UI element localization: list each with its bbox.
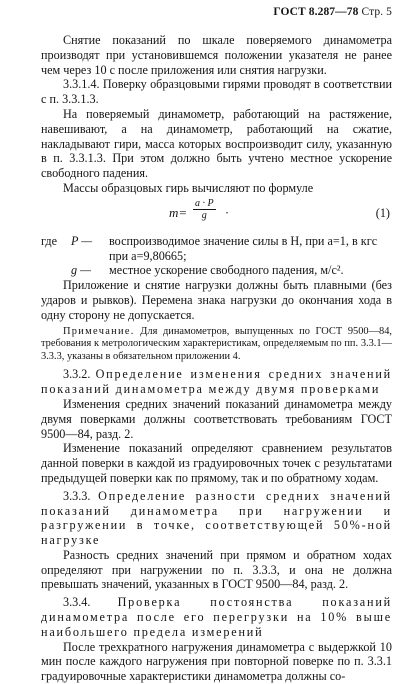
paragraph-loading: Приложение и снятие нагрузки должны быть плавными (без ударов и рывков). Перемена знака нагрузки до окончания хода в одну сторону не допускается. [41,278,392,322]
section-3-3-4-heading [41,595,392,639]
paragraph-comparison: Изменение показаний определяют сравнением результатов данной поверки в каждой из градуировочных точек с результатами предыдущей поверки как по прямому, так и по обратному ходам. [41,441,392,485]
where-g-description: местное ускорение свободного падения, м/с². [109,263,344,278]
page-header [273,5,392,20]
section-3-3-2-heading [41,367,392,397]
section-3-3-4-title: Проверка постоянства показаний динамометра после его перегрузки на 10% выше наибольшего предела измерений [41,595,392,639]
note-label: Примечание. [63,325,135,337]
where-lead: где [41,233,58,248]
where-p [41,234,392,249]
paragraph-changes: Изменения средних значений показаний динамометра между двумя поверками должны соответствовать требованиям ГОСТ 9500—84, разд. 2. [41,396,392,441]
paragraph-weights: На поверяемый динамометр, работающий на растяжение, навешивают, а на динамометр, работающий на сжатие, накладывают гири, масса которых воспроизводит силу, указанную в п. 3.3.1.3. При этом должно быть учтено местное ускорение свободного падения. [41,106,392,181]
section-3-3-2-title: Определение изменения средних значений показаний динамометра между двумя проверками [41,367,392,397]
section-3-3-3-title: Определение разности средних значений показаний динамометра при нагружении и разгружении в точке, соответствующей 50%-ной нагрузке [41,488,392,548]
formula-number: (1) [375,205,390,220]
formula-denominator: g [201,209,207,221]
section-3-3-2-number: 3.3.2. [63,367,91,382]
formula-numerator: a · P [195,197,214,209]
paragraph-reading: Снятие показаний по шкале поверяемого динамометра производят при установившемся положении указателя не ранее чем через 10 с после приложения или снятия нагрузки. [41,33,392,77]
formula-tail: · [225,205,230,220]
where-g-symbol: g — [71,263,91,278]
note [41,326,392,364]
section-3-3-3-heading [41,489,392,548]
formula-fraction [193,198,216,221]
where-p-description: воспроизводимое значение силы в Н, при a=1, в кгс [109,233,378,248]
page-body [41,33,392,684]
where-g [41,263,392,278]
page-number: Стр. 5 [361,6,392,18]
paragraph-difference: Разность средних значений при прямом и обратном ходах определяют при нагружении по п. 3.3.3, и она не должна превышать значений, указанных в ГОСТ 9500—84, разд. 2. [41,547,392,592]
formula-lhs: m= [169,204,188,220]
standard-code: ГОСТ 8.287—78 [273,6,359,18]
mass-formula [41,198,392,232]
where-p-description-cont: при a=9,80665; [109,248,187,263]
where-p-symbol: P — [71,233,93,248]
clause-3-3-1-4: 3.3.1.4. Поверку образцовыми гирями проводят в соответствии с п. 3.3.1.3. [41,77,392,107]
paragraph-overload: После трехкратного нагружения динамометра с выдержкой 10 мин после каждого нагружения при повторной поверке по п. 3.3.1 градуировочные характеристики динамометра должны со- [41,639,392,684]
section-3-3-4-number: 3.3.4. [63,595,91,610]
section-3-3-3-number: 3.3.3. [63,488,91,503]
note-text: Для динамометров, выпущенных по ГОСТ 9500—84, требования к метрологическим характеристикам, определяемым по пп. 3.3.1—3.3.3, указаны в обязательном приложении 4. [41,325,392,362]
paragraph-formula-intro: Массы образцовых гирь вычисляют по формуле [63,180,314,195]
